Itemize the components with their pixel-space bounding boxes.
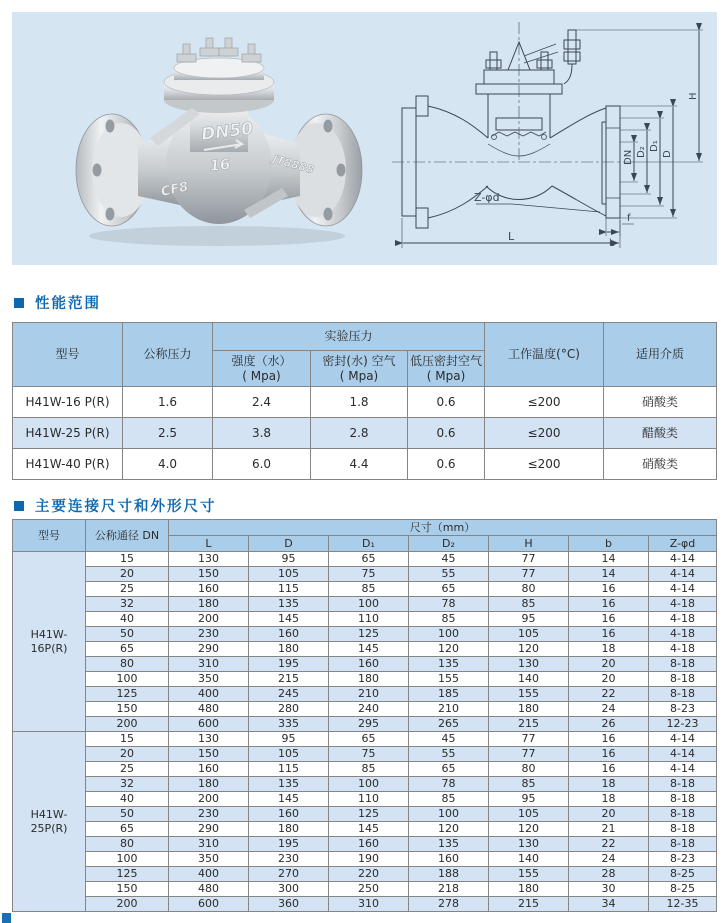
dimension-value-cell: 180 bbox=[249, 822, 329, 837]
dimension-row bbox=[13, 612, 717, 627]
performance-section-title bbox=[14, 292, 101, 313]
dimension-value-cell: 65 bbox=[329, 732, 409, 747]
dimension-value-cell: 310 bbox=[169, 657, 249, 672]
performance-cell-media: 硝酸类 bbox=[604, 387, 717, 418]
performance-cell-low: 0.6 bbox=[408, 387, 485, 418]
dimension-value-cell: 16 bbox=[569, 597, 649, 612]
dimension-value-cell: 120 bbox=[489, 822, 569, 837]
dimension-value-cell: 480 bbox=[169, 702, 249, 717]
dimension-row bbox=[13, 687, 717, 702]
dimension-value-cell: 220 bbox=[329, 867, 409, 882]
performance-cell-low: 0.6 bbox=[408, 418, 485, 449]
dimension-table bbox=[12, 519, 717, 912]
dimension-value-cell: 65 bbox=[409, 762, 489, 777]
dimension-value-cell: 188 bbox=[409, 867, 489, 882]
marking-dn50: DN50 bbox=[200, 118, 255, 145]
dimension-value-cell: 8-18 bbox=[649, 792, 717, 807]
dimension-row bbox=[13, 627, 717, 642]
performance-cell-seal: 1.8 bbox=[311, 387, 408, 418]
dimension-value-cell: 145 bbox=[249, 792, 329, 807]
col-header-H: H bbox=[489, 536, 569, 552]
section-bullet-icon bbox=[14, 298, 24, 308]
col-header-strength-unit: ( Mpa) bbox=[242, 368, 281, 383]
dimension-value-cell: 350 bbox=[169, 672, 249, 687]
dimension-value-cell: 55 bbox=[409, 747, 489, 762]
marking-cf8: CF8 bbox=[159, 179, 190, 200]
dimension-value-cell: 4-18 bbox=[649, 642, 717, 657]
dimension-value-cell: 105 bbox=[489, 627, 569, 642]
dimension-value-cell: 280 bbox=[249, 702, 329, 717]
dimension-row bbox=[13, 792, 717, 807]
col-header-low-seal bbox=[408, 351, 485, 387]
dimension-value-cell: 75 bbox=[329, 567, 409, 582]
dimension-value-cell: 115 bbox=[249, 582, 329, 597]
dimension-value-cell: 600 bbox=[169, 717, 249, 732]
dimension-value-cell: 310 bbox=[329, 897, 409, 912]
dimension-value-cell: 30 bbox=[569, 882, 649, 897]
col-header-model: 型号 bbox=[13, 323, 123, 387]
dimension-value-cell: 24 bbox=[569, 852, 649, 867]
dimension-value-cell: 4-14 bbox=[649, 582, 717, 597]
dimension-value-cell: 130 bbox=[169, 552, 249, 567]
dimension-value-cell: 335 bbox=[249, 717, 329, 732]
dimension-value-cell: 85 bbox=[409, 792, 489, 807]
dimension-value-cell: 95 bbox=[489, 792, 569, 807]
dimension-value-cell: 85 bbox=[409, 612, 489, 627]
dimension-value-cell: 8-18 bbox=[649, 807, 717, 822]
dimension-value-cell: 8-18 bbox=[649, 672, 717, 687]
col-header-Zd: Z-φd bbox=[649, 536, 717, 552]
dimension-value-cell: 230 bbox=[169, 807, 249, 822]
col-header-seal-unit: ( Mpa) bbox=[339, 368, 379, 383]
dimension-value-cell: 16 bbox=[569, 582, 649, 597]
dimension-dn-cell: 25 bbox=[86, 582, 169, 597]
performance-cell-seal: 2.8 bbox=[311, 418, 408, 449]
dimension-value-cell: 155 bbox=[489, 867, 569, 882]
performance-row bbox=[13, 449, 717, 480]
performance-cell-strength: 2.4 bbox=[213, 387, 311, 418]
dimension-value-cell: 105 bbox=[489, 807, 569, 822]
col-header-strength bbox=[213, 351, 311, 387]
col-header-media: 适用介质 bbox=[604, 323, 717, 387]
col-header-temp: 工作温度(°C) bbox=[485, 323, 604, 387]
dimension-value-cell: 16 bbox=[569, 762, 649, 777]
dim-label-l: L bbox=[508, 230, 515, 243]
dimension-value-cell: 95 bbox=[249, 552, 329, 567]
dimension-row bbox=[13, 822, 717, 837]
dimension-value-cell: 140 bbox=[489, 672, 569, 687]
dimension-value-cell: 22 bbox=[569, 837, 649, 852]
dimension-dn-cell: 15 bbox=[86, 552, 169, 567]
dimension-value-cell: 230 bbox=[169, 627, 249, 642]
dimension-value-cell: 77 bbox=[489, 747, 569, 762]
dimension-dn-cell: 100 bbox=[86, 672, 169, 687]
performance-table bbox=[12, 322, 717, 480]
dimension-dn-cell: 65 bbox=[86, 822, 169, 837]
dimension-row bbox=[13, 852, 717, 867]
dimension-value-cell: 180 bbox=[249, 642, 329, 657]
dimension-value-cell: 145 bbox=[329, 642, 409, 657]
dimension-value-cell: 190 bbox=[329, 852, 409, 867]
dimension-value-cell: 600 bbox=[169, 897, 249, 912]
dimension-row bbox=[13, 762, 717, 777]
dimension-value-cell: 160 bbox=[409, 852, 489, 867]
dimension-value-cell: 125 bbox=[329, 627, 409, 642]
dimension-value-cell: 75 bbox=[329, 747, 409, 762]
dimension-value-cell: 14 bbox=[569, 567, 649, 582]
dimension-value-cell: 480 bbox=[169, 882, 249, 897]
dimension-value-cell: 120 bbox=[489, 642, 569, 657]
dimension-value-cell: 215 bbox=[489, 717, 569, 732]
dimension-value-cell: 95 bbox=[489, 612, 569, 627]
dimension-value-cell: 85 bbox=[329, 762, 409, 777]
dimension-value-cell: 12-35 bbox=[649, 897, 717, 912]
valve-drawing-labels bbox=[474, 92, 699, 249]
dimension-value-cell: 180 bbox=[169, 777, 249, 792]
dimension-dn-cell: 40 bbox=[86, 612, 169, 627]
dimension-value-cell: 16 bbox=[569, 747, 649, 762]
performance-cell-strength: 6.0 bbox=[213, 449, 311, 480]
dimension-value-cell: 8-25 bbox=[649, 867, 717, 882]
dimension-value-cell: 80 bbox=[489, 582, 569, 597]
dimension-value-cell: 77 bbox=[489, 732, 569, 747]
section-bullet-icon bbox=[14, 501, 24, 511]
marking-brand: JT8888 bbox=[271, 152, 316, 177]
col-header-dn: 公称通径 DN bbox=[86, 520, 169, 552]
dim-label-dn: DN bbox=[623, 149, 634, 165]
dimension-value-cell: 4-14 bbox=[649, 762, 717, 777]
dimension-section-title bbox=[14, 495, 217, 516]
dimension-value-cell: 125 bbox=[329, 807, 409, 822]
col-header-D1: D₁ bbox=[329, 536, 409, 552]
dimension-value-cell: 85 bbox=[489, 597, 569, 612]
dimension-value-cell: 45 bbox=[409, 552, 489, 567]
col-header-low-seal-unit: ( Mpa) bbox=[426, 368, 466, 383]
dimension-row bbox=[13, 582, 717, 597]
dimension-value-cell: 245 bbox=[249, 687, 329, 702]
dimension-value-cell: 22 bbox=[569, 687, 649, 702]
dimension-value-cell: 215 bbox=[249, 672, 329, 687]
dimension-value-cell: 18 bbox=[569, 642, 649, 657]
dimension-value-cell: 4-14 bbox=[649, 552, 717, 567]
dimension-row bbox=[13, 642, 717, 657]
col-header-D: D bbox=[249, 536, 329, 552]
dimension-row bbox=[13, 672, 717, 687]
performance-cell-temp: ≤200 bbox=[485, 418, 604, 449]
dimension-value-cell: 250 bbox=[329, 882, 409, 897]
dimension-row bbox=[13, 897, 717, 912]
dimension-value-cell: 218 bbox=[409, 882, 489, 897]
performance-row bbox=[13, 387, 717, 418]
col-header-test-pressure: 实验压力 bbox=[213, 323, 485, 351]
dimension-value-cell: 4-14 bbox=[649, 567, 717, 582]
performance-cell-seal: 4.4 bbox=[311, 449, 408, 480]
performance-cell-media: 醋酸类 bbox=[604, 418, 717, 449]
dimension-value-cell: 8-18 bbox=[649, 777, 717, 792]
performance-cell-pn: 2.5 bbox=[123, 418, 213, 449]
dimension-row bbox=[13, 732, 717, 747]
dimension-value-cell: 8-23 bbox=[649, 852, 717, 867]
dimension-value-cell: 16 bbox=[569, 612, 649, 627]
valve-photo bbox=[54, 10, 384, 267]
dimension-value-cell: 24 bbox=[569, 702, 649, 717]
dimension-value-cell: 150 bbox=[169, 747, 249, 762]
dimension-dn-cell: 80 bbox=[86, 837, 169, 852]
dimension-model-cell: H41W-16P(R) bbox=[13, 552, 86, 732]
dimension-value-cell: 78 bbox=[409, 597, 489, 612]
col-header-low-seal-label: 低压密封空气 bbox=[410, 354, 483, 369]
dimension-table-header bbox=[13, 520, 717, 552]
valve-drawing-shapes bbox=[392, 22, 703, 248]
dimension-value-cell: 180 bbox=[489, 882, 569, 897]
valve-photo-art bbox=[54, 10, 384, 263]
dimension-value-cell: 28 bbox=[569, 867, 649, 882]
dimension-value-cell: 12-23 bbox=[649, 717, 717, 732]
dimension-value-cell: 8-25 bbox=[649, 882, 717, 897]
dimension-dn-cell: 25 bbox=[86, 762, 169, 777]
dimension-value-cell: 160 bbox=[249, 807, 329, 822]
dimension-value-cell: 20 bbox=[569, 672, 649, 687]
dimension-value-cell: 185 bbox=[409, 687, 489, 702]
dimension-value-cell: 400 bbox=[169, 687, 249, 702]
dimension-value-cell: 270 bbox=[249, 867, 329, 882]
dimension-value-cell: 130 bbox=[489, 837, 569, 852]
dim-label-h: H bbox=[688, 92, 699, 100]
dimension-value-cell: 100 bbox=[409, 807, 489, 822]
dimension-value-cell: 20 bbox=[569, 807, 649, 822]
dimension-value-cell: 110 bbox=[329, 612, 409, 627]
dimension-value-cell: 135 bbox=[409, 837, 489, 852]
product-banner bbox=[12, 12, 717, 265]
dimension-value-cell: 8-18 bbox=[649, 837, 717, 852]
dimension-value-cell: 145 bbox=[329, 822, 409, 837]
dimension-value-cell: 80 bbox=[489, 762, 569, 777]
dimension-model-cell: H41W-25P(R) bbox=[13, 732, 86, 912]
performance-cell-model: H41W-40 P(R) bbox=[13, 449, 123, 480]
dimension-value-cell: 180 bbox=[169, 597, 249, 612]
dimension-value-cell: 8-18 bbox=[649, 657, 717, 672]
performance-cell-pn: 4.0 bbox=[123, 449, 213, 480]
dimension-value-cell: 8-18 bbox=[649, 687, 717, 702]
valve-drawing bbox=[384, 10, 719, 267]
dimension-dn-cell: 200 bbox=[86, 897, 169, 912]
dimension-dn-cell: 20 bbox=[86, 747, 169, 762]
dimension-value-cell: 155 bbox=[489, 687, 569, 702]
dimension-dn-cell: 150 bbox=[86, 882, 169, 897]
dimension-value-cell: 160 bbox=[329, 657, 409, 672]
dimension-value-cell: 360 bbox=[249, 897, 329, 912]
dimension-value-cell: 85 bbox=[329, 582, 409, 597]
dimension-value-cell: 160 bbox=[329, 837, 409, 852]
dimension-value-cell: 200 bbox=[169, 792, 249, 807]
dimension-row bbox=[13, 807, 717, 822]
performance-cell-temp: ≤200 bbox=[485, 387, 604, 418]
col-header-model: 型号 bbox=[13, 520, 86, 552]
dimension-value-cell: 290 bbox=[169, 642, 249, 657]
dimension-row bbox=[13, 552, 717, 567]
dimension-value-cell: 4-18 bbox=[649, 627, 717, 642]
performance-cell-model: H41W-16 P(R) bbox=[13, 387, 123, 418]
performance-cell-model: H41W-25 P(R) bbox=[13, 418, 123, 449]
performance-cell-media: 硝酸类 bbox=[604, 449, 717, 480]
dimension-value-cell: 8-23 bbox=[649, 702, 717, 717]
dimension-value-cell: 105 bbox=[249, 747, 329, 762]
dim-label-d2: D₂ bbox=[636, 146, 647, 158]
dimension-value-cell: 265 bbox=[409, 717, 489, 732]
dimension-value-cell: 155 bbox=[409, 672, 489, 687]
dimension-row bbox=[13, 717, 717, 732]
dimension-value-cell: 230 bbox=[249, 852, 329, 867]
dimension-value-cell: 14 bbox=[569, 552, 649, 567]
dimension-value-cell: 195 bbox=[249, 837, 329, 852]
marking-pn16: 16 bbox=[208, 154, 232, 175]
dimension-dn-cell: 100 bbox=[86, 852, 169, 867]
dim-label-f: f bbox=[627, 213, 631, 224]
dimension-row bbox=[13, 657, 717, 672]
dimension-value-cell: 350 bbox=[169, 852, 249, 867]
dimension-row bbox=[13, 867, 717, 882]
dimension-value-cell: 135 bbox=[249, 777, 329, 792]
dimension-value-cell: 16 bbox=[569, 732, 649, 747]
dimension-value-cell: 215 bbox=[489, 897, 569, 912]
dimension-value-cell: 95 bbox=[249, 732, 329, 747]
section-title-text: 性能范围 bbox=[35, 296, 101, 312]
dimension-value-cell: 4-18 bbox=[649, 612, 717, 627]
dimension-value-cell: 195 bbox=[249, 657, 329, 672]
dimension-value-cell: 135 bbox=[409, 657, 489, 672]
dimension-value-cell: 290 bbox=[169, 822, 249, 837]
dimension-value-cell: 200 bbox=[169, 612, 249, 627]
dimension-dn-cell: 15 bbox=[86, 732, 169, 747]
dimension-value-cell: 100 bbox=[409, 627, 489, 642]
dimension-dn-cell: 200 bbox=[86, 717, 169, 732]
dimension-value-cell: 210 bbox=[329, 687, 409, 702]
dimension-dn-cell: 65 bbox=[86, 642, 169, 657]
performance-cell-pn: 1.6 bbox=[123, 387, 213, 418]
dimension-value-cell: 130 bbox=[169, 732, 249, 747]
dimension-value-cell: 278 bbox=[409, 897, 489, 912]
dimension-value-cell: 160 bbox=[169, 582, 249, 597]
dimension-value-cell: 34 bbox=[569, 897, 649, 912]
dimension-value-cell: 295 bbox=[329, 717, 409, 732]
col-header-D2: D₂ bbox=[409, 536, 489, 552]
dimension-value-cell: 65 bbox=[329, 552, 409, 567]
dimension-value-cell: 77 bbox=[489, 567, 569, 582]
dim-label-b: b bbox=[609, 238, 616, 249]
dimension-value-cell: 78 bbox=[409, 777, 489, 792]
performance-table-body bbox=[13, 387, 717, 480]
dimension-value-cell: 140 bbox=[489, 852, 569, 867]
dimension-row bbox=[13, 747, 717, 762]
dimension-value-cell: 55 bbox=[409, 567, 489, 582]
dimension-value-cell: 135 bbox=[249, 597, 329, 612]
dimension-dn-cell: 40 bbox=[86, 792, 169, 807]
dimension-value-cell: 18 bbox=[569, 792, 649, 807]
dimension-value-cell: 115 bbox=[249, 762, 329, 777]
dimension-value-cell: 16 bbox=[569, 627, 649, 642]
col-header-strength-label: 强度（水） bbox=[231, 354, 292, 369]
col-header-pn: 公称压力 bbox=[123, 323, 213, 387]
col-header-size: 尺寸（mm） bbox=[169, 520, 717, 536]
dimension-value-cell: 4-18 bbox=[649, 597, 717, 612]
dimension-value-cell: 210 bbox=[409, 702, 489, 717]
dimension-row bbox=[13, 702, 717, 717]
dimension-value-cell: 26 bbox=[569, 717, 649, 732]
dimension-row bbox=[13, 777, 717, 792]
col-header-b: b bbox=[569, 536, 649, 552]
dim-label-d1: D₁ bbox=[649, 140, 660, 152]
valve-drawing-art bbox=[384, 10, 719, 263]
dimension-table-body bbox=[13, 552, 717, 912]
dimension-value-cell: 120 bbox=[409, 822, 489, 837]
dimension-dn-cell: 125 bbox=[86, 687, 169, 702]
dimension-row bbox=[13, 567, 717, 582]
dimension-dn-cell: 150 bbox=[86, 702, 169, 717]
performance-cell-strength: 3.8 bbox=[213, 418, 311, 449]
dimension-value-cell: 160 bbox=[169, 762, 249, 777]
next-section-bullet-icon bbox=[2, 913, 11, 923]
dimension-dn-cell: 32 bbox=[86, 597, 169, 612]
dimension-value-cell: 21 bbox=[569, 822, 649, 837]
dimension-value-cell: 45 bbox=[409, 732, 489, 747]
dim-label-z-phi-d: Z-φd bbox=[474, 191, 500, 204]
dimension-value-cell: 77 bbox=[489, 552, 569, 567]
dimension-value-cell: 160 bbox=[249, 627, 329, 642]
dim-label-d: D bbox=[662, 150, 673, 158]
col-header-seal bbox=[311, 351, 408, 387]
dimension-value-cell: 100 bbox=[329, 597, 409, 612]
dimension-value-cell: 110 bbox=[329, 792, 409, 807]
dimension-value-cell: 400 bbox=[169, 867, 249, 882]
performance-cell-low: 0.6 bbox=[408, 449, 485, 480]
section-title-text: 主要连接尺寸和外形尺寸 bbox=[35, 499, 217, 515]
col-header-L: L bbox=[169, 536, 249, 552]
dimension-value-cell: 105 bbox=[249, 567, 329, 582]
dimension-value-cell: 85 bbox=[489, 777, 569, 792]
performance-cell-temp: ≤200 bbox=[485, 449, 604, 480]
dimension-value-cell: 4-14 bbox=[649, 732, 717, 747]
dimension-dn-cell: 125 bbox=[86, 867, 169, 882]
col-header-seal-label: 密封(水) 空气 bbox=[322, 354, 396, 369]
dimension-value-cell: 240 bbox=[329, 702, 409, 717]
dimension-value-cell: 20 bbox=[569, 657, 649, 672]
dimension-value-cell: 300 bbox=[249, 882, 329, 897]
performance-table-header bbox=[13, 323, 717, 387]
dimension-value-cell: 18 bbox=[569, 777, 649, 792]
dimension-value-cell: 145 bbox=[249, 612, 329, 627]
dimension-value-cell: 180 bbox=[329, 672, 409, 687]
dimension-value-cell: 4-14 bbox=[649, 747, 717, 762]
dimension-dn-cell: 50 bbox=[86, 807, 169, 822]
dimension-row bbox=[13, 597, 717, 612]
dimension-dn-cell: 32 bbox=[86, 777, 169, 792]
dimension-value-cell: 130 bbox=[489, 657, 569, 672]
dimension-value-cell: 65 bbox=[409, 582, 489, 597]
dimension-row bbox=[13, 837, 717, 852]
dimension-value-cell: 120 bbox=[409, 642, 489, 657]
dimension-dn-cell: 80 bbox=[86, 657, 169, 672]
dimension-value-cell: 310 bbox=[169, 837, 249, 852]
dimension-value-cell: 150 bbox=[169, 567, 249, 582]
dimension-dn-cell: 20 bbox=[86, 567, 169, 582]
dimension-value-cell: 8-18 bbox=[649, 822, 717, 837]
performance-row bbox=[13, 418, 717, 449]
dimension-value-cell: 100 bbox=[329, 777, 409, 792]
dimension-value-cell: 180 bbox=[489, 702, 569, 717]
dimension-row bbox=[13, 882, 717, 897]
dimension-dn-cell: 50 bbox=[86, 627, 169, 642]
